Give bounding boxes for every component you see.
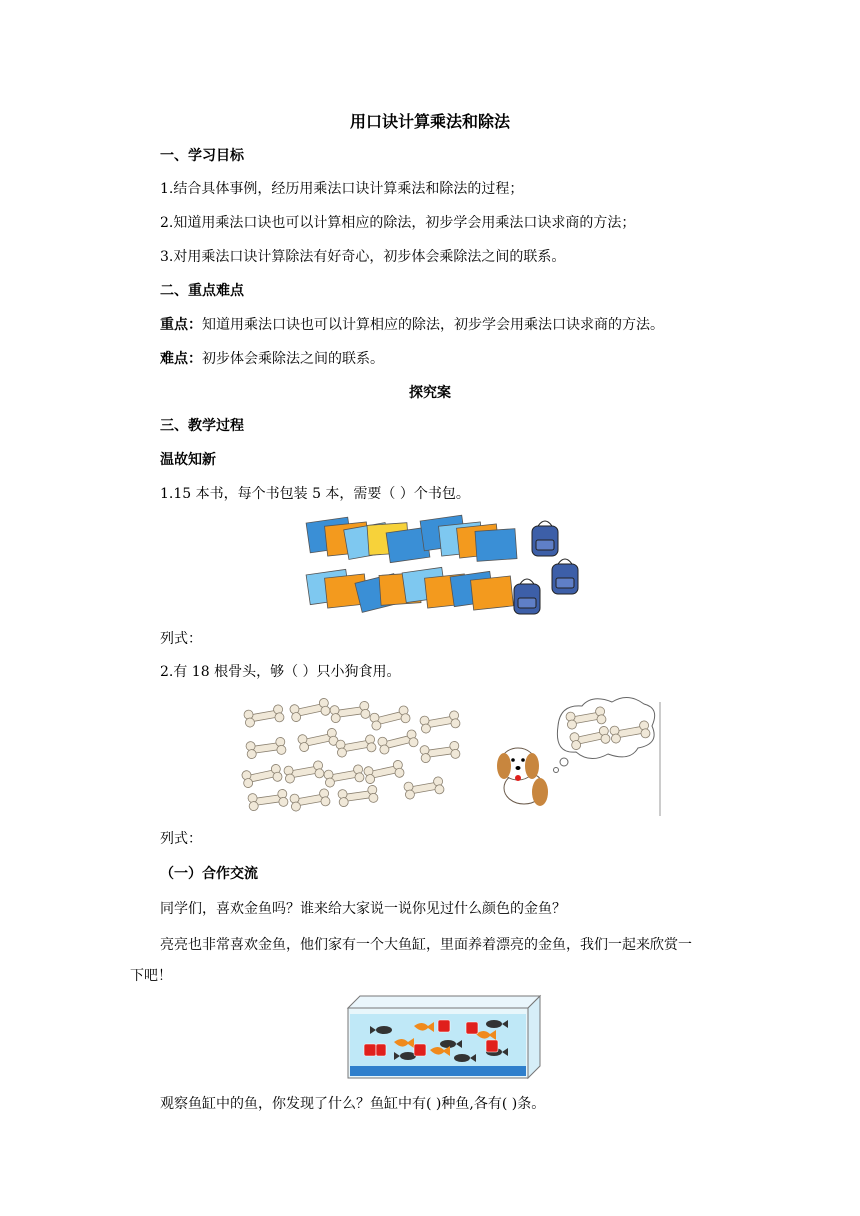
bones-dog-illustration — [238, 696, 666, 818]
fish-tank-illustration — [344, 992, 544, 1086]
key-point-label: 重点： — [160, 317, 202, 333]
paragraph-2: 亮亮也非常喜欢金鱼，他们家有一个大鱼缸，里面养着漂亮的金鱼，我们一起来欣赏一 — [160, 937, 692, 953]
difficulty-point — [160, 349, 384, 369]
key-point — [160, 315, 664, 335]
books-backpacks-illustration — [300, 512, 592, 620]
page-title: 用口诀计算乘法和除法 — [349, 112, 510, 131]
paragraph-2-cont: 下吧！ — [130, 968, 172, 984]
backpack-icon — [532, 521, 558, 556]
key-point-text: 知道用乘法口诀也可以计算相应的除法，初步学会用乘法口诀求商的方法。 — [202, 317, 664, 333]
section-heading-goals: 一、学习目标 — [160, 148, 244, 164]
paragraph-3: 观察鱼缸中的鱼，你发现了什么？鱼缸中有( )种鱼,各有( )条。 — [160, 1096, 546, 1112]
question-2: 2.有 18 根骨头，够（ ）只小狗食用。 — [160, 664, 401, 680]
goal-item-2: 2.知道用乘法口诀也可以计算相应的除法，初步学会用乘法口诀求商的方法； — [160, 215, 636, 231]
section-heading-process: 三、教学过程 — [160, 418, 244, 434]
bone-icon — [241, 698, 461, 812]
dog-icon — [497, 748, 548, 806]
paragraph-1: 同学们，喜欢金鱼吗？谁来给大家说一说你见过什么颜色的金鱼？ — [160, 901, 566, 917]
backpack-icon — [552, 559, 578, 594]
explore-title: 探究案 — [409, 385, 451, 401]
answer-line-2: 列式： — [160, 831, 202, 847]
book-icon — [420, 515, 517, 561]
thought-bubble-icon — [554, 697, 661, 816]
answer-line-1: 列式： — [160, 631, 202, 647]
book-icon — [306, 517, 430, 562]
subsection-heading: （一）合作交流 — [160, 866, 258, 882]
backpack-icon — [514, 579, 540, 614]
section-heading-key-points: 二、重点难点 — [160, 283, 244, 299]
difficulty-label: 难点： — [160, 351, 202, 367]
question-1: 1.15 本书，每个书包装 5 本，需要（ ）个书包。 — [160, 486, 470, 502]
goal-item-1: 1.结合具体事例，经历用乘法口诀计算乘法和除法的过程； — [160, 181, 524, 197]
book-icon — [306, 567, 513, 612]
goal-item-3: 3.对用乘法口诀计算除法有好奇心，初步体会乘除法之间的联系。 — [160, 249, 566, 265]
difficulty-text: 初步体会乘除法之间的联系。 — [202, 351, 384, 367]
review-heading: 温故知新 — [160, 452, 216, 468]
